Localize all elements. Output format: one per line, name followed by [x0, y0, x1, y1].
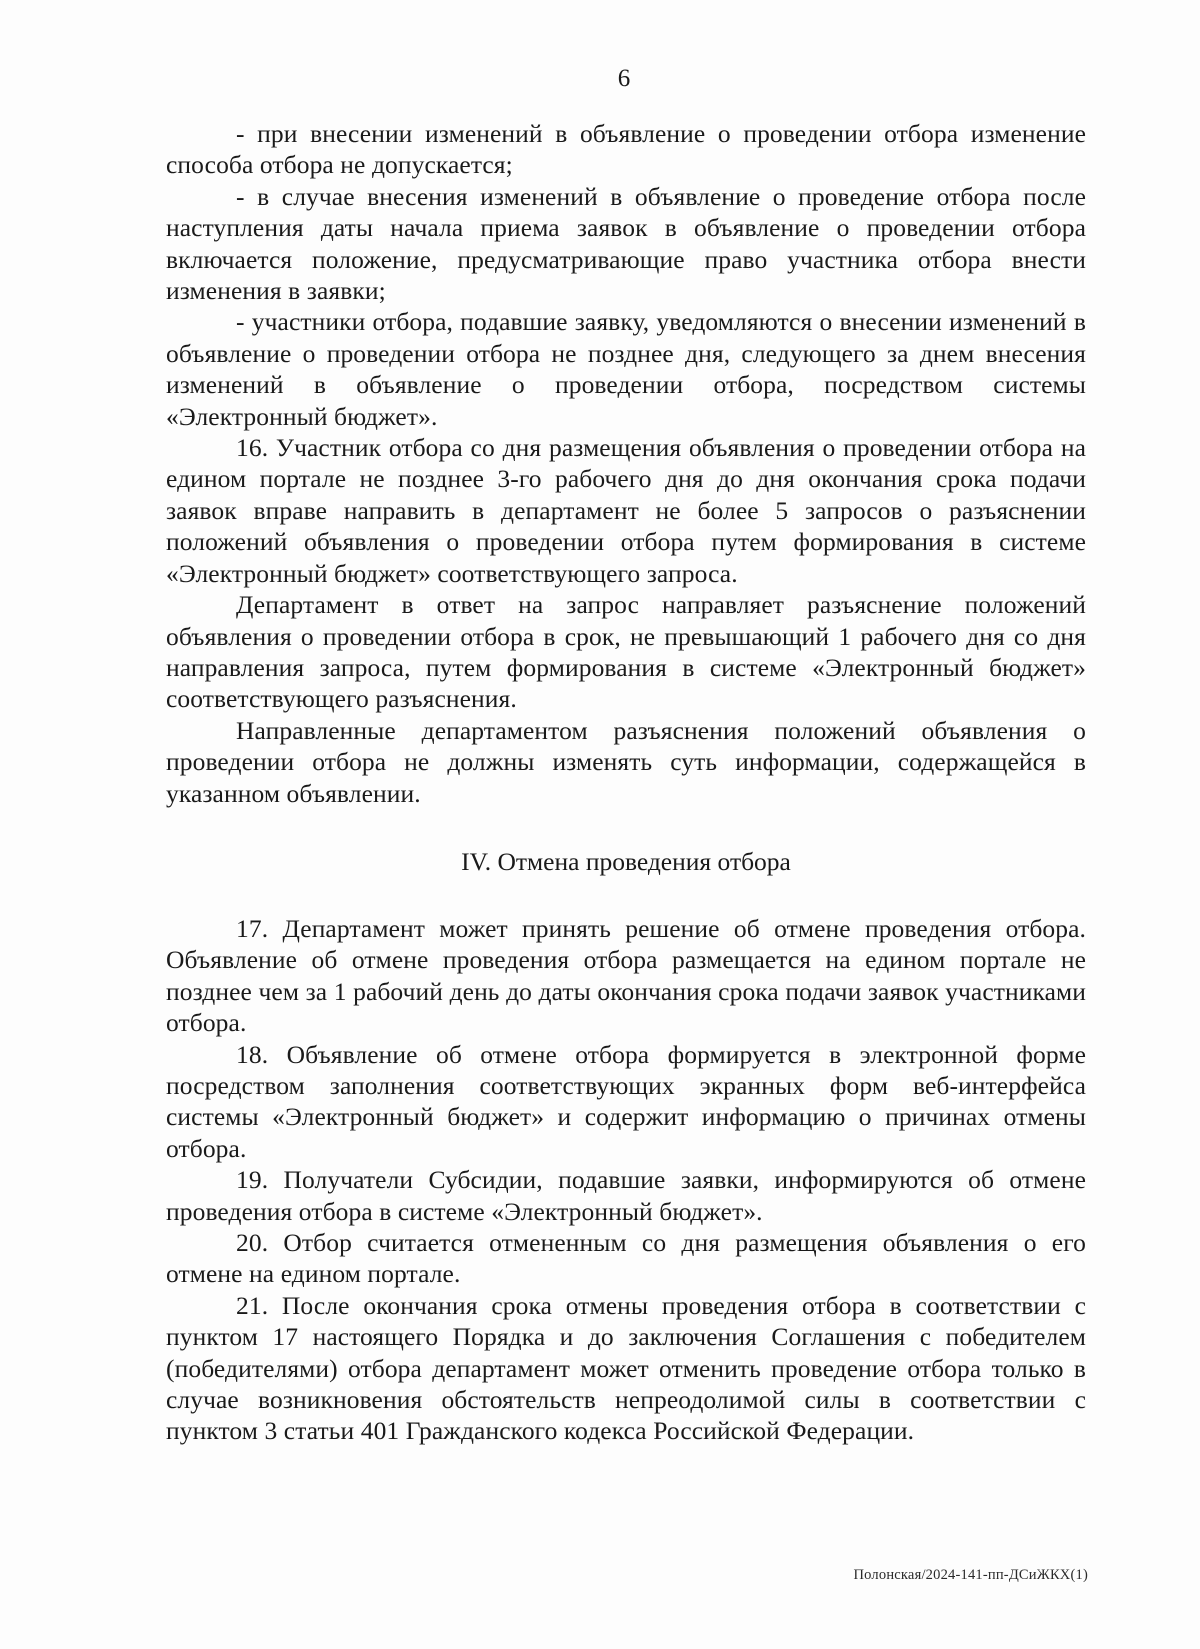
paragraph: 18. Объявление об отмене отбора формируется в электронной форме посредством заполнения соответствующих экранных форм веб-интерфейса системы «Электронный бюджет» и содержит информацию о причинах отмены отбора. — [166, 1039, 1086, 1163]
document-body — [166, 118, 1086, 1447]
paragraph: 19. Получатели Субсидии, подавшие заявки, информируются об отмене проведения отбора в системе «Электронный бюджет». — [166, 1165, 1086, 1226]
paragraph: - при внесении изменений в объявление о проведении отбора изменение способа отбора не допускается; — [166, 119, 1086, 180]
paragraph: 20. Отбор считается отмененным со дня размещения объявления о его отмене на едином портале. — [166, 1228, 1086, 1289]
paragraph: Направленные департаментом разъяснения положений объявления о проведении отбора не должны изменять суть информации, содержащейся в указанном объявлении. — [166, 715, 1086, 808]
paragraph: Департамент в ответ на запрос направляет разъяснение положений объявления о проведении отбора в срок, не превышающий 1 рабочего дня со дня направления запроса, путем формирования в системе «Электронный бюджет» соответствующего разъяснения. — [166, 590, 1086, 714]
page-number: 6 — [617, 65, 631, 92]
section-heading: IV. Отмена проведения отбора — [461, 846, 791, 876]
paragraph: - в случае внесения изменений в объявление о проведение отбора после наступления даты начала приема заявок в объявление о проведении отбора включается положение, предусматривающие право участника отбора внести изменения в заявки; — [166, 181, 1086, 306]
paragraph: 17. Департамент может принять решение об отмене проведения отбора. Объявление об отмене проведения отбора размещается на едином портале не позднее чем за 1 рабочий день до даты окончания срока подачи заявок участниками отбора. — [166, 913, 1086, 1038]
paragraph: - участники отбора, подавшие заявку, уведомляются о внесении изменений в объявление о проведении отбора не позднее дня, следующего за днем внесения изменений в объявление о проведении отбора, посредством системы «Электронный бюджет». — [166, 307, 1086, 431]
paragraph: 21. После окончания срока отмены проведения отбора в соответствии с пунктом 17 настоящего Порядка и до заключения Соглашения с победителем (победителями) отбора департамент может отменить проведение отбора только в случае возникновения обстоятельств непреодолимой силы в соответствии с пунктом 3 статьи 401 Гражданского кодекса Российской Федерации. — [166, 1290, 1086, 1446]
document-footer-code: Полонская/2024-141-пп-ДСиЖКХ(1) — [853, 1567, 1088, 1583]
paragraph: 16. Участник отбора со дня размещения объявления о проведении отбора на едином портале не позднее 3-го рабочего дня до дня окончания срока подачи заявок вправе направить в департамент не более 5 запросов о разъяснении положений объявления о проведении отбора путем формирования в системе «Электронный бюджет» соответствующего запроса. — [166, 433, 1086, 588]
